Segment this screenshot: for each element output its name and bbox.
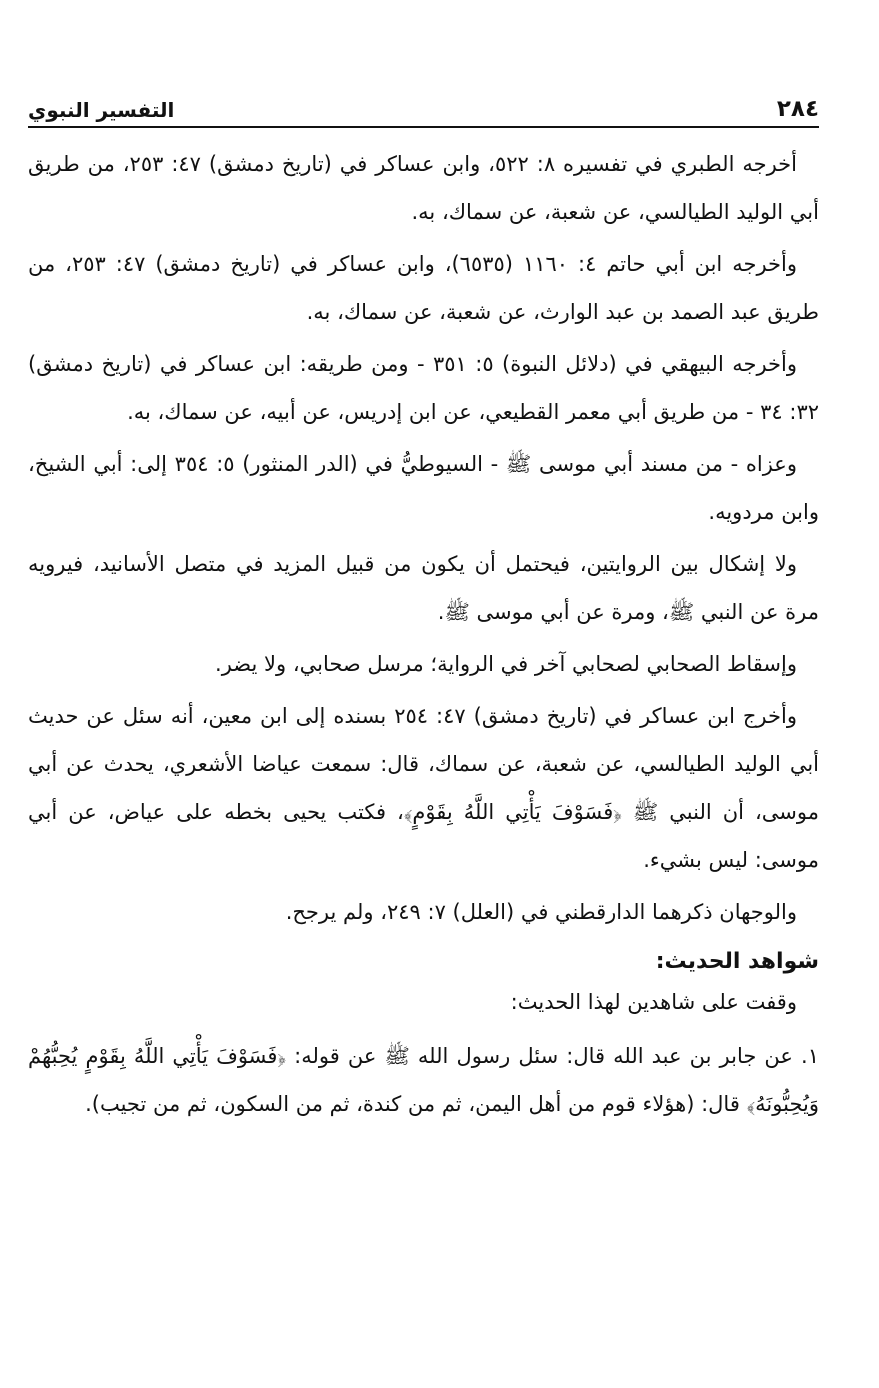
- running-header: [28, 96, 819, 128]
- page-number: ٢٨٤: [776, 96, 819, 122]
- paragraph-ibn-maeen: وأخرج ابن عساكر في (تاريخ دمشق) ٤٧: ٢٥٤ بسنده إلى ابن معين، أنه سئل عن حديث أبي الوليد الطيالسي، عن شعبة، عن سماك، قال: سمعت عياضا الأشعري، يحدث عن أبي موسى، أن النبي ﷺ ﴿فَسَوْفَ يَأْتِي اللَّهُ بِقَوْمٍ﴾، فكتب يحيى بخطه على عياض، عن أبي موسى: ليس بشيء.: [28, 704, 819, 872]
- paragraph-ibn-abi-hatim: وأخرجه ابن أبي حاتم ٤: ١١٦٠ (٦٥٣٥)، وابن عساكر في (تاريخ دمشق) ٤٧: ٢٥٣، من طريق عبد الصمد بن عبد الوارث، عن شعبة، عن سماك، به.: [28, 252, 819, 324]
- paragraph-mursal-sahabi: وإسقاط الصحابي لصحابي آخر في الرواية؛ مرسل صحابي، ولا يضر.: [215, 652, 797, 676]
- book-title: التفسير النبوي: [28, 98, 175, 122]
- hadith-jabir: ١. عن جابر بن عبد الله قال: سئل رسول الله ﷺ عن قوله: ﴿فَسَوْفَ يَأْتِي اللَّهُ بِقَوْمٍ يُحِبُّهُمْ وَيُحِبُّونَهُ﴾ قال: (هؤلاء قوم من أهل اليمن، ثم من كندة، ثم من السكون، ثم من تجيب).: [28, 1044, 819, 1116]
- body-text: [28, 140, 819, 1132]
- paragraph-no-contradiction: ولا إشكال بين الروايتين، فيحتمل أن يكون من قبيل المزيد في متصل الأسانيد، فيرويه مرة عن النبي ﷺ، ومرة عن أبي موسى ﷺ.: [28, 552, 819, 624]
- paragraph-tabari: أخرجه الطبري في تفسيره ٨: ٥٢٢، وابن عساكر في (تاريخ دمشق) ٤٧: ٢٥٣، من طريق أبي الوليد الطيالسي، عن شعبة، عن سماك، به.: [28, 152, 819, 224]
- paragraph-daraqutni: والوجهان ذكرهما الدارقطني في (العلل) ٧: ٢٤٩، ولم يرجح.: [285, 900, 797, 924]
- paragraph-suyuti: وعزاه - من مسند أبي موسى ﷺ - السيوطيُّ في (الدر المنثور) ٥: ٣٥٤ إلى: أبي الشيخ، وابن مردويه.: [28, 452, 819, 524]
- section-intro: وقفت على شاهدين لهذا الحديث:: [510, 990, 797, 1014]
- paragraph-bayhaqi: وأخرجه البيهقي في (دلائل النبوة) ٥: ٣٥١ - ومن طريقه: ابن عساكر في (تاريخ دمشق) ٣٢: ٣٤ - من طريق أبي معمر القطيعي، عن ابن إدريس، عن أبيه، عن سماك، به.: [28, 352, 819, 424]
- section-heading: شواهد الحديث:: [655, 949, 819, 974]
